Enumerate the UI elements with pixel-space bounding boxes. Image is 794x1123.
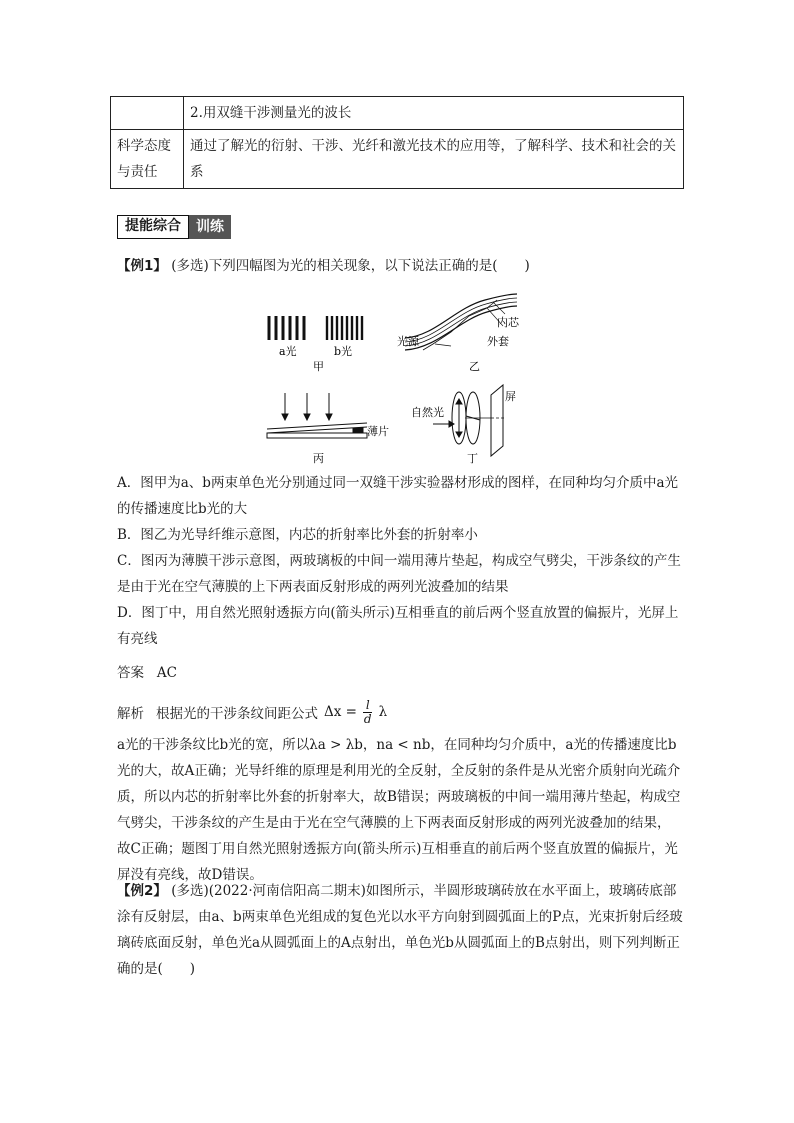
table-cell: 2.用双缝干涉测量光的波长 bbox=[184, 97, 684, 130]
formula-tail: λ bbox=[378, 703, 388, 720]
jia-caption: 甲 bbox=[313, 360, 324, 373]
formula-numerator: l bbox=[365, 697, 370, 712]
formula bbox=[324, 699, 387, 726]
ding-screen-label: 屏 bbox=[505, 390, 516, 403]
figure-bing bbox=[267, 393, 367, 438]
table-row bbox=[111, 97, 684, 130]
figure-ding bbox=[433, 385, 505, 456]
section-header bbox=[117, 215, 231, 239]
analysis-label: 解析 bbox=[117, 706, 144, 722]
answer-value: AC bbox=[156, 665, 177, 681]
yi-clad-label: 外套 bbox=[487, 335, 509, 348]
analysis-intro: 根据光的干涉条纹间距公式 bbox=[156, 706, 318, 722]
yi-core-label: 内芯 bbox=[497, 316, 519, 329]
table-cell: 科学态度与责任 bbox=[111, 130, 184, 189]
analysis-intro-line bbox=[117, 692, 683, 732]
example2-question: (多选)(2022·河南信阳高二期末)如图所示，半圆形玻璃砖放在水平面上，玻璃砖底部涂有反射层，由a、b两束单色光组成的复色光以水平方向射到圆弧面上的P点，光束折射后经玻璃砖底面反射，单色光a从圆弧面上的A点射出，单色光b从圆弧面上的B点射出，则下列判断正确的是( ) bbox=[117, 883, 683, 977]
example1-stem bbox=[117, 253, 683, 279]
example1-figure bbox=[255, 288, 535, 468]
jia-a-label: a光 bbox=[279, 345, 297, 358]
table-row bbox=[111, 130, 684, 189]
formula-denominator: d bbox=[363, 711, 372, 726]
bing-sheet-label: 薄片 bbox=[367, 425, 389, 438]
yi-caption: 乙 bbox=[469, 360, 480, 373]
figure-jia bbox=[269, 316, 362, 373]
answer-label: 答案 bbox=[117, 665, 144, 681]
section-header-main: 提能综合 bbox=[117, 215, 189, 239]
option-b: B．图乙为光导纤维示意图，内芯的折射率比外套的折射率小 bbox=[117, 527, 478, 543]
example1-question: (多选)下列四幅图为光的相关现象，以下说法正确的是( ) bbox=[171, 258, 530, 274]
table-cell bbox=[111, 97, 184, 130]
example1-tag: 【例1】 bbox=[117, 258, 167, 274]
analysis-body: a光的干涉条纹比b光的宽，所以λa > λb，na < nb，在同种均匀介质中，a光的传播速度比b光的大，故A正确；光导纤维的原理是利用光的全反射，全反射的条件是从光密介质射向光疏介质，所以内芯的折射率比外套的折射率大，故B错误；两玻璃板的中间一端用薄片垫起，构成空气劈尖，干涉条纹的产生是由于光在空气薄膜的上下两表面反射形成的两列光波叠加的结果，故C正确；题图丁用自然光照射透振方向(箭头所示)互相垂直的前后两个竖直放置的偏振片，光屏没有亮线，故D错误。 bbox=[117, 737, 681, 883]
option-a: A．图甲为a、b两束单色光分别通过同一双缝干涉实验器材形成的图样，在同种均匀介质中a光的传播速度比b光的大 bbox=[117, 475, 678, 517]
example2-tag: 【例2】 bbox=[117, 883, 167, 899]
formula-lhs: Δx = bbox=[324, 703, 357, 720]
bing-caption: 丙 bbox=[313, 452, 324, 465]
table-cell: 通过了解光的衍射、干涉、光纤和激光技术的应用等，了解科学、技术和社会的关系 bbox=[184, 130, 684, 189]
ding-caption: 丁 bbox=[467, 452, 478, 465]
answer-line bbox=[117, 660, 683, 686]
formula-fraction bbox=[363, 699, 372, 726]
yi-source-label: 光源 bbox=[397, 335, 419, 348]
ding-natural-label: 自然光 bbox=[411, 406, 444, 419]
objectives-table bbox=[110, 96, 684, 189]
option-d: D．图丁中，用自然光照射透振方向(箭头所示)互相垂直的前后两个竖直放置的偏振片，光屏上有亮线 bbox=[117, 605, 679, 647]
option-c: C．图丙为薄膜干涉示意图，两玻璃板的中间一端用薄片垫起，构成空气劈尖，干涉条纹的产生是由于光在空气薄膜的上下两表面反射形成的两列光波叠加的结果 bbox=[117, 553, 681, 595]
jia-b-label: b光 bbox=[334, 345, 353, 358]
example2-stem bbox=[117, 878, 683, 982]
section-header-tag: 训练 bbox=[189, 215, 231, 239]
